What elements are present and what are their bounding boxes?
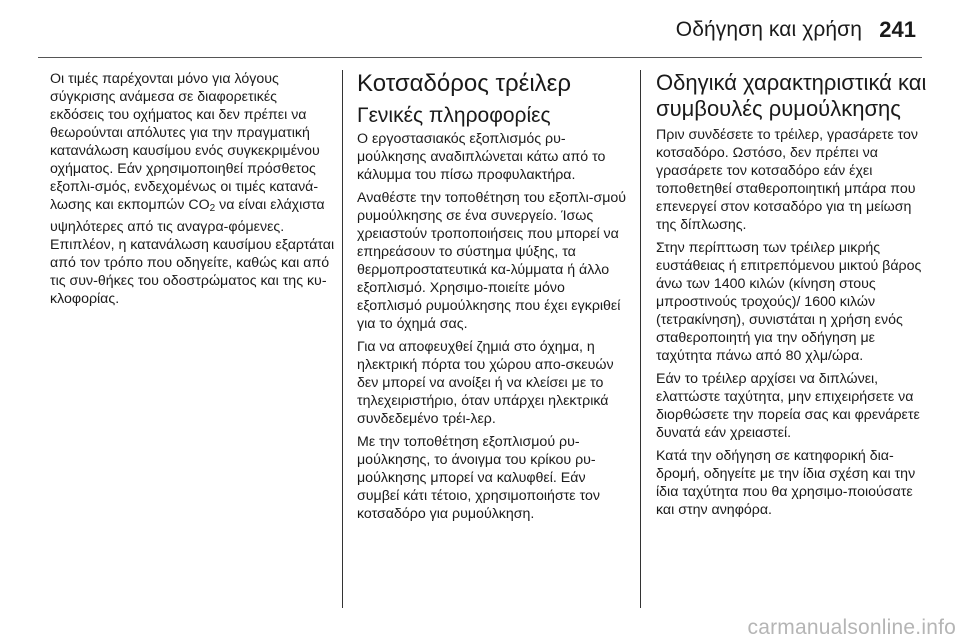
section-heading-trailer-hitch: Κοτσαδόρος τρέιλερ — [357, 70, 572, 97]
paragraph: Πριν συνδέσετε το τρέιλερ, γρασάρετε τον κοτσαδόρο. Ωστόσο, δεν πρέπει να γρασάρετε τον κοτσαδόρο εάν έχει τοποθετηθεί σταθεροποιητική μπάρα που επενεργεί στον κοτσαδόρο για τη μείωση της δίπλωσης. — [656, 127, 919, 233]
consumption-paragraph — [50, 70, 335, 308]
paragraph: Ο εργοστασιακός εξοπλισμός ρυ-μούλκησης αναδιπλώνεται κάτω από το κάλυμμα του πίσω προφυλακτήρα. — [357, 131, 606, 183]
consumption-text-part-2: να είναι ελάχιστα υψηλότερες από τις αναγρα-φόμενες. Επιπλέον, η κατανάλωση καυσίμου εξαρτάται από τον τρόπο που οδηγείτε, καθώς και από τις συν-θήκες του οδοστρώματος και της κυ-κλοφορίας. — [50, 197, 335, 307]
column-trailer-hitch — [357, 70, 629, 528]
column-consumption-note — [50, 70, 335, 313]
column-divider-1 — [342, 70, 343, 608]
paragraph: Κατά την οδήγηση σε κατηφορική δια-δρομή, οδηγείτε με την ίδια σχέση και την ίδια ταχύτητα που θα χρησιμο-ποιούσατε και στην ανηφόρα. — [656, 448, 916, 518]
co2-subscript: 2 — [209, 203, 216, 214]
header-divider — [38, 57, 922, 58]
watermark-text: carmanualsonline.info — [747, 616, 956, 639]
paragraph: Στην περίπτωση των τρέιλερ μικρής ευστάθειας ή επιτρεπόμενου μικτού βάρος άνω των 1400 κιλών (κίνηση στους μπροστινούς τροχούς)/ 1600 κιλών (τετρακίνηση), συνιστάται η χρήση ενός σταθεροποιητή για την οδήγηση με ταχύτητα πάνω από 80 χλμ/ώρα. — [656, 240, 922, 364]
column-divider-2 — [640, 70, 641, 608]
subheading-general-info: Γενικές πληροφορίες — [357, 104, 551, 127]
paragraph: Με την τοποθέτηση εξοπλισμού ρυ-μούλκησης, το άνοιγμα του κρίκου ρυ-μούλκησης μπορεί να καλυφθεί. Εάν συμβεί κάτι τέτοιο, χρησιμοποιήστε τον κοτσαδόρο για ρυμούλκηση. — [357, 434, 600, 522]
column-towing-tips — [656, 70, 932, 524]
section-heading-towing-tips: Οδηγικά χαρακτηριστικά και συμβουλές ρυμούλκησης — [656, 70, 927, 121]
consumption-text-part-1: Οι τιμές παρέχονται μόνο για λόγους σύγκρισης ανάμεσα σε διαφορετικές εκδόσεις του οχήματος και δεν πρέπει να θεωρούνται απόλυτες για την πραγματική κατανάλωση καυσίμου ενός συγκεκριμένου οχήματος. Εάν χρησιμοποιηθεί πρόσθετος εξοπλι-σμός, ενδεχομένως οι τιμές κατανά-λωσης και εκπομπών CO — [50, 71, 320, 213]
paragraph: Εάν το τρέιλερ αρχίσει να διπλώνει, ελαττώστε ταχύτητα, μην επιχειρήσετε να διορθώσετε την πορεία σας και φρενάρετε δυνατά εάν χρειαστεί. — [656, 371, 920, 441]
page-number: 241 — [879, 17, 916, 42]
paragraph: Για να αποφευχθεί ζημιά στο όχημα, η ηλεκτρική πόρτα του χώρου απο-σκευών δεν μπορεί να ανοίξει ή να κλείσει με το τηλεχειριστήριο, όταν υπάρχει ηλεκτρικά συνδεδεμένο τρέι-λερ. — [357, 339, 614, 427]
paragraph: Αναθέστε την τοποθέτηση του εξοπλι-σμού ρυμούλκησης σε ένα συνεργείο. Ίσως χρειαστούν τροποποιήσεις που μπορεί να επηρεάσουν το σύστημα ψύξης, τα θερμοπροστατευτικά κα-λύμματα ή άλλο εξοπλισμό. Χρησιμο-ποιείτε μόνο εξοπλισμό ρυμούλκησης που έχει εγκριθεί για το όχημά σας. — [357, 190, 627, 332]
page-header — [0, 0, 960, 58]
page-section-title: Οδήγηση και χρήση — [675, 18, 862, 41]
